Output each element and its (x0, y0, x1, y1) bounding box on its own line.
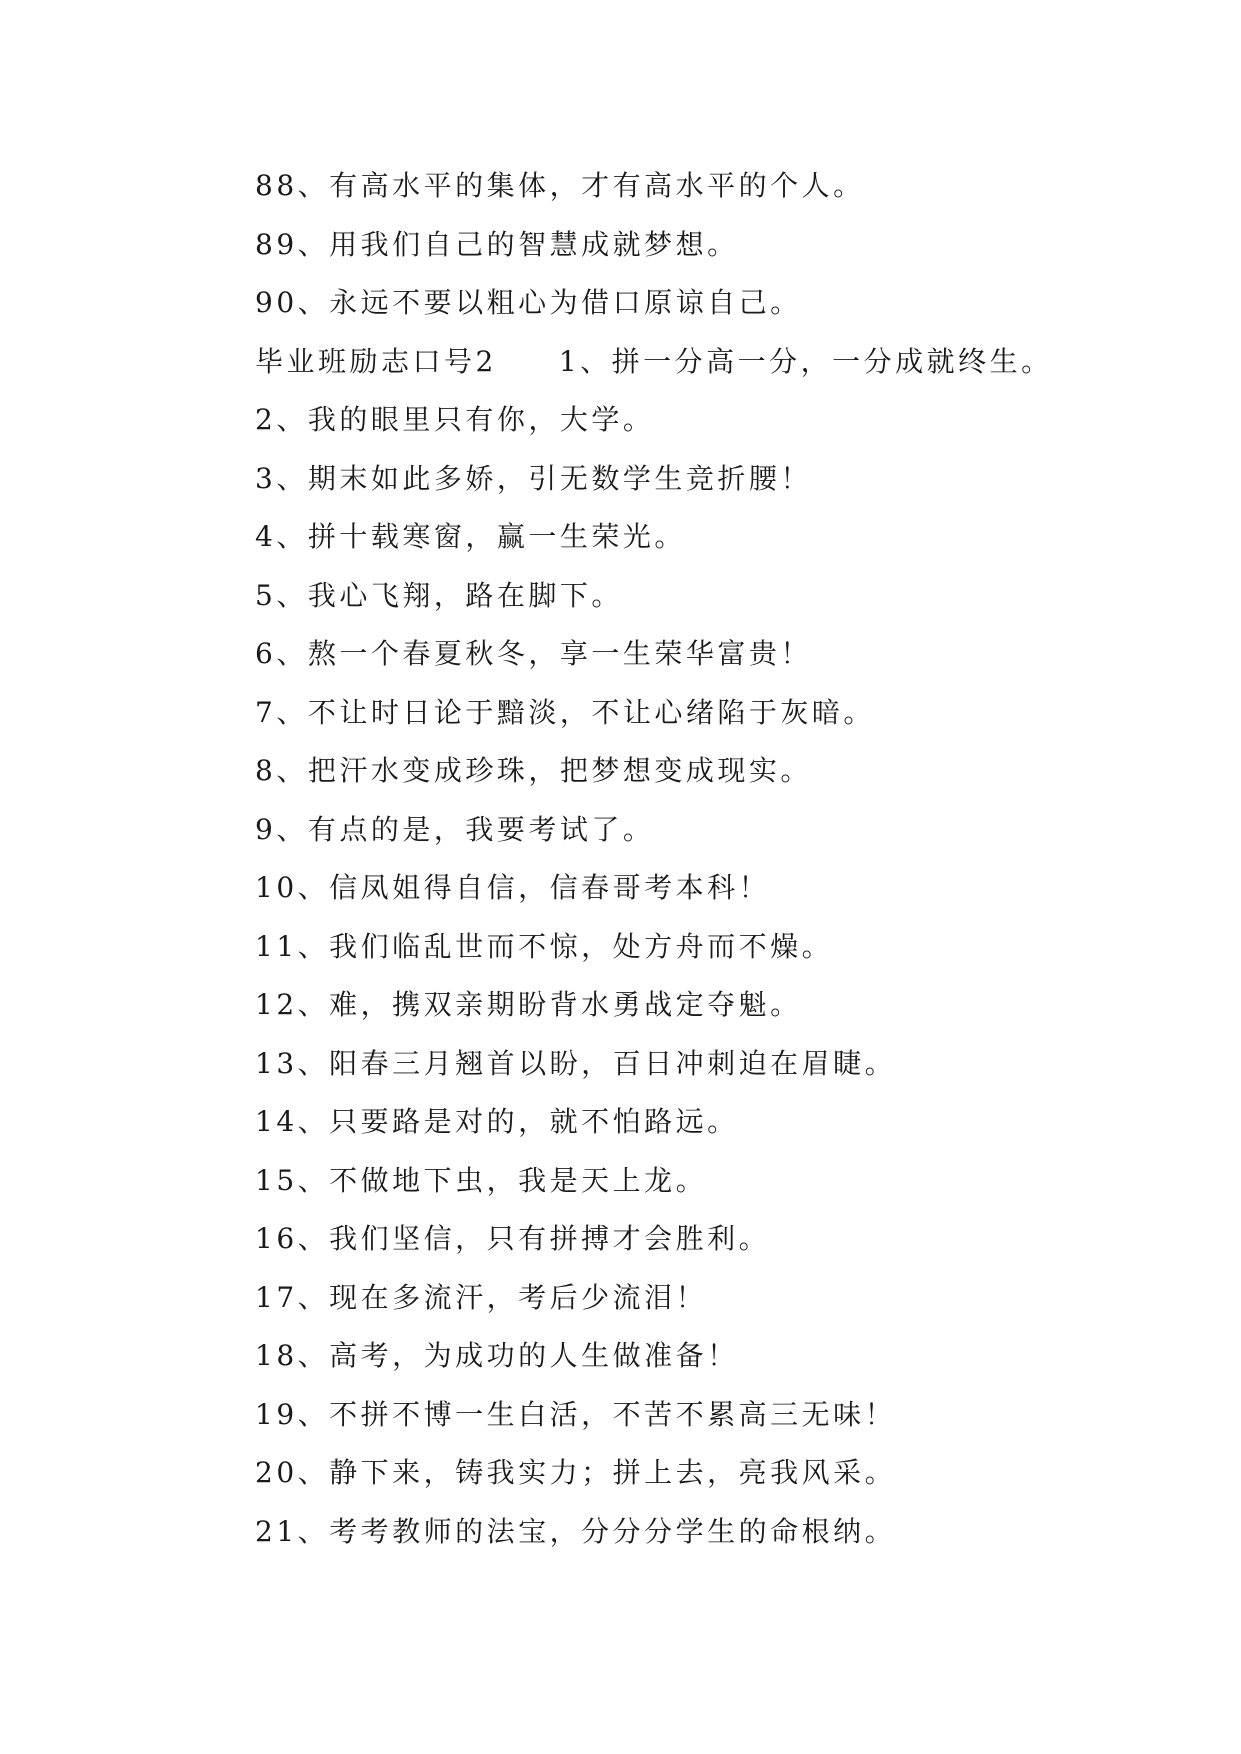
list-item: 6、熬一个春夏秋冬，享一生荣华富贵！ (255, 637, 812, 670)
list-item: 17、现在多流汗，考后少流泪！ (255, 1280, 708, 1314)
list-item: 3、期末如此多娇，引无数学生竞折腰！ (255, 461, 812, 495)
list-item: 89、用我们自己的智慧成就梦想。 (255, 227, 739, 261)
list-item: 20、静下来，铸我实力；拼上去，亮我风采。 (255, 1456, 897, 1489)
list-item: 13、阳春三月翘首以盼，百日冲刺迫在眉睫。 (255, 1046, 897, 1080)
list-item: 1、拼一分高一分，一分成就终生。 (558, 344, 1053, 378)
list-item: 8、把汗水变成珍珠，把梦想变成现实。 (255, 754, 812, 787)
list-item: 14、只要路是对的，就不怕路远。 (255, 1105, 739, 1138)
list-item: 90、永远不要以粗心为借口原谅自己。 (255, 286, 802, 319)
list-item: 9、有点的是，我要考试了。 (255, 812, 655, 846)
list-item: 16、我们坚信，只有拼搏才会胜利。 (255, 1222, 771, 1255)
list-item: 2、我的眼里只有你，大学。 (255, 403, 655, 436)
section-heading: 毕业班励志口号2 (255, 344, 497, 378)
list-item: 10、信凤姐得自信，信春哥考本科！ (255, 871, 771, 904)
list-item: 5、我心飞翔，路在脚下。 (255, 578, 623, 612)
list-item: 21、考考教师的法宝，分分分学生的命根纳。 (255, 1514, 897, 1548)
document-body (255, 157, 1155, 1561)
list-item: 12、难，携双亲期盼背水勇战定夺魁。 (255, 988, 802, 1021)
list-item: 4、拼十载寒窗，赢一生荣光。 (255, 520, 686, 553)
list-item: 7、不让时日论于黯淡，不让心绪陷于灰暗。 (255, 695, 875, 729)
list-item: 88、有高水平的集体，才有高水平的个人。 (255, 169, 865, 202)
list-item: 11、我们临乱世而不惊，处方舟而不燥。 (255, 929, 834, 963)
list-item: 18、高考，为成功的人生做准备！ (255, 1339, 739, 1372)
section-heading-line (255, 333, 1155, 392)
list-item: 15、不做地下虫，我是天上龙。 (255, 1163, 708, 1197)
list-item: 19、不拼不博一生白活，不苦不累高三无味！ (255, 1397, 897, 1431)
